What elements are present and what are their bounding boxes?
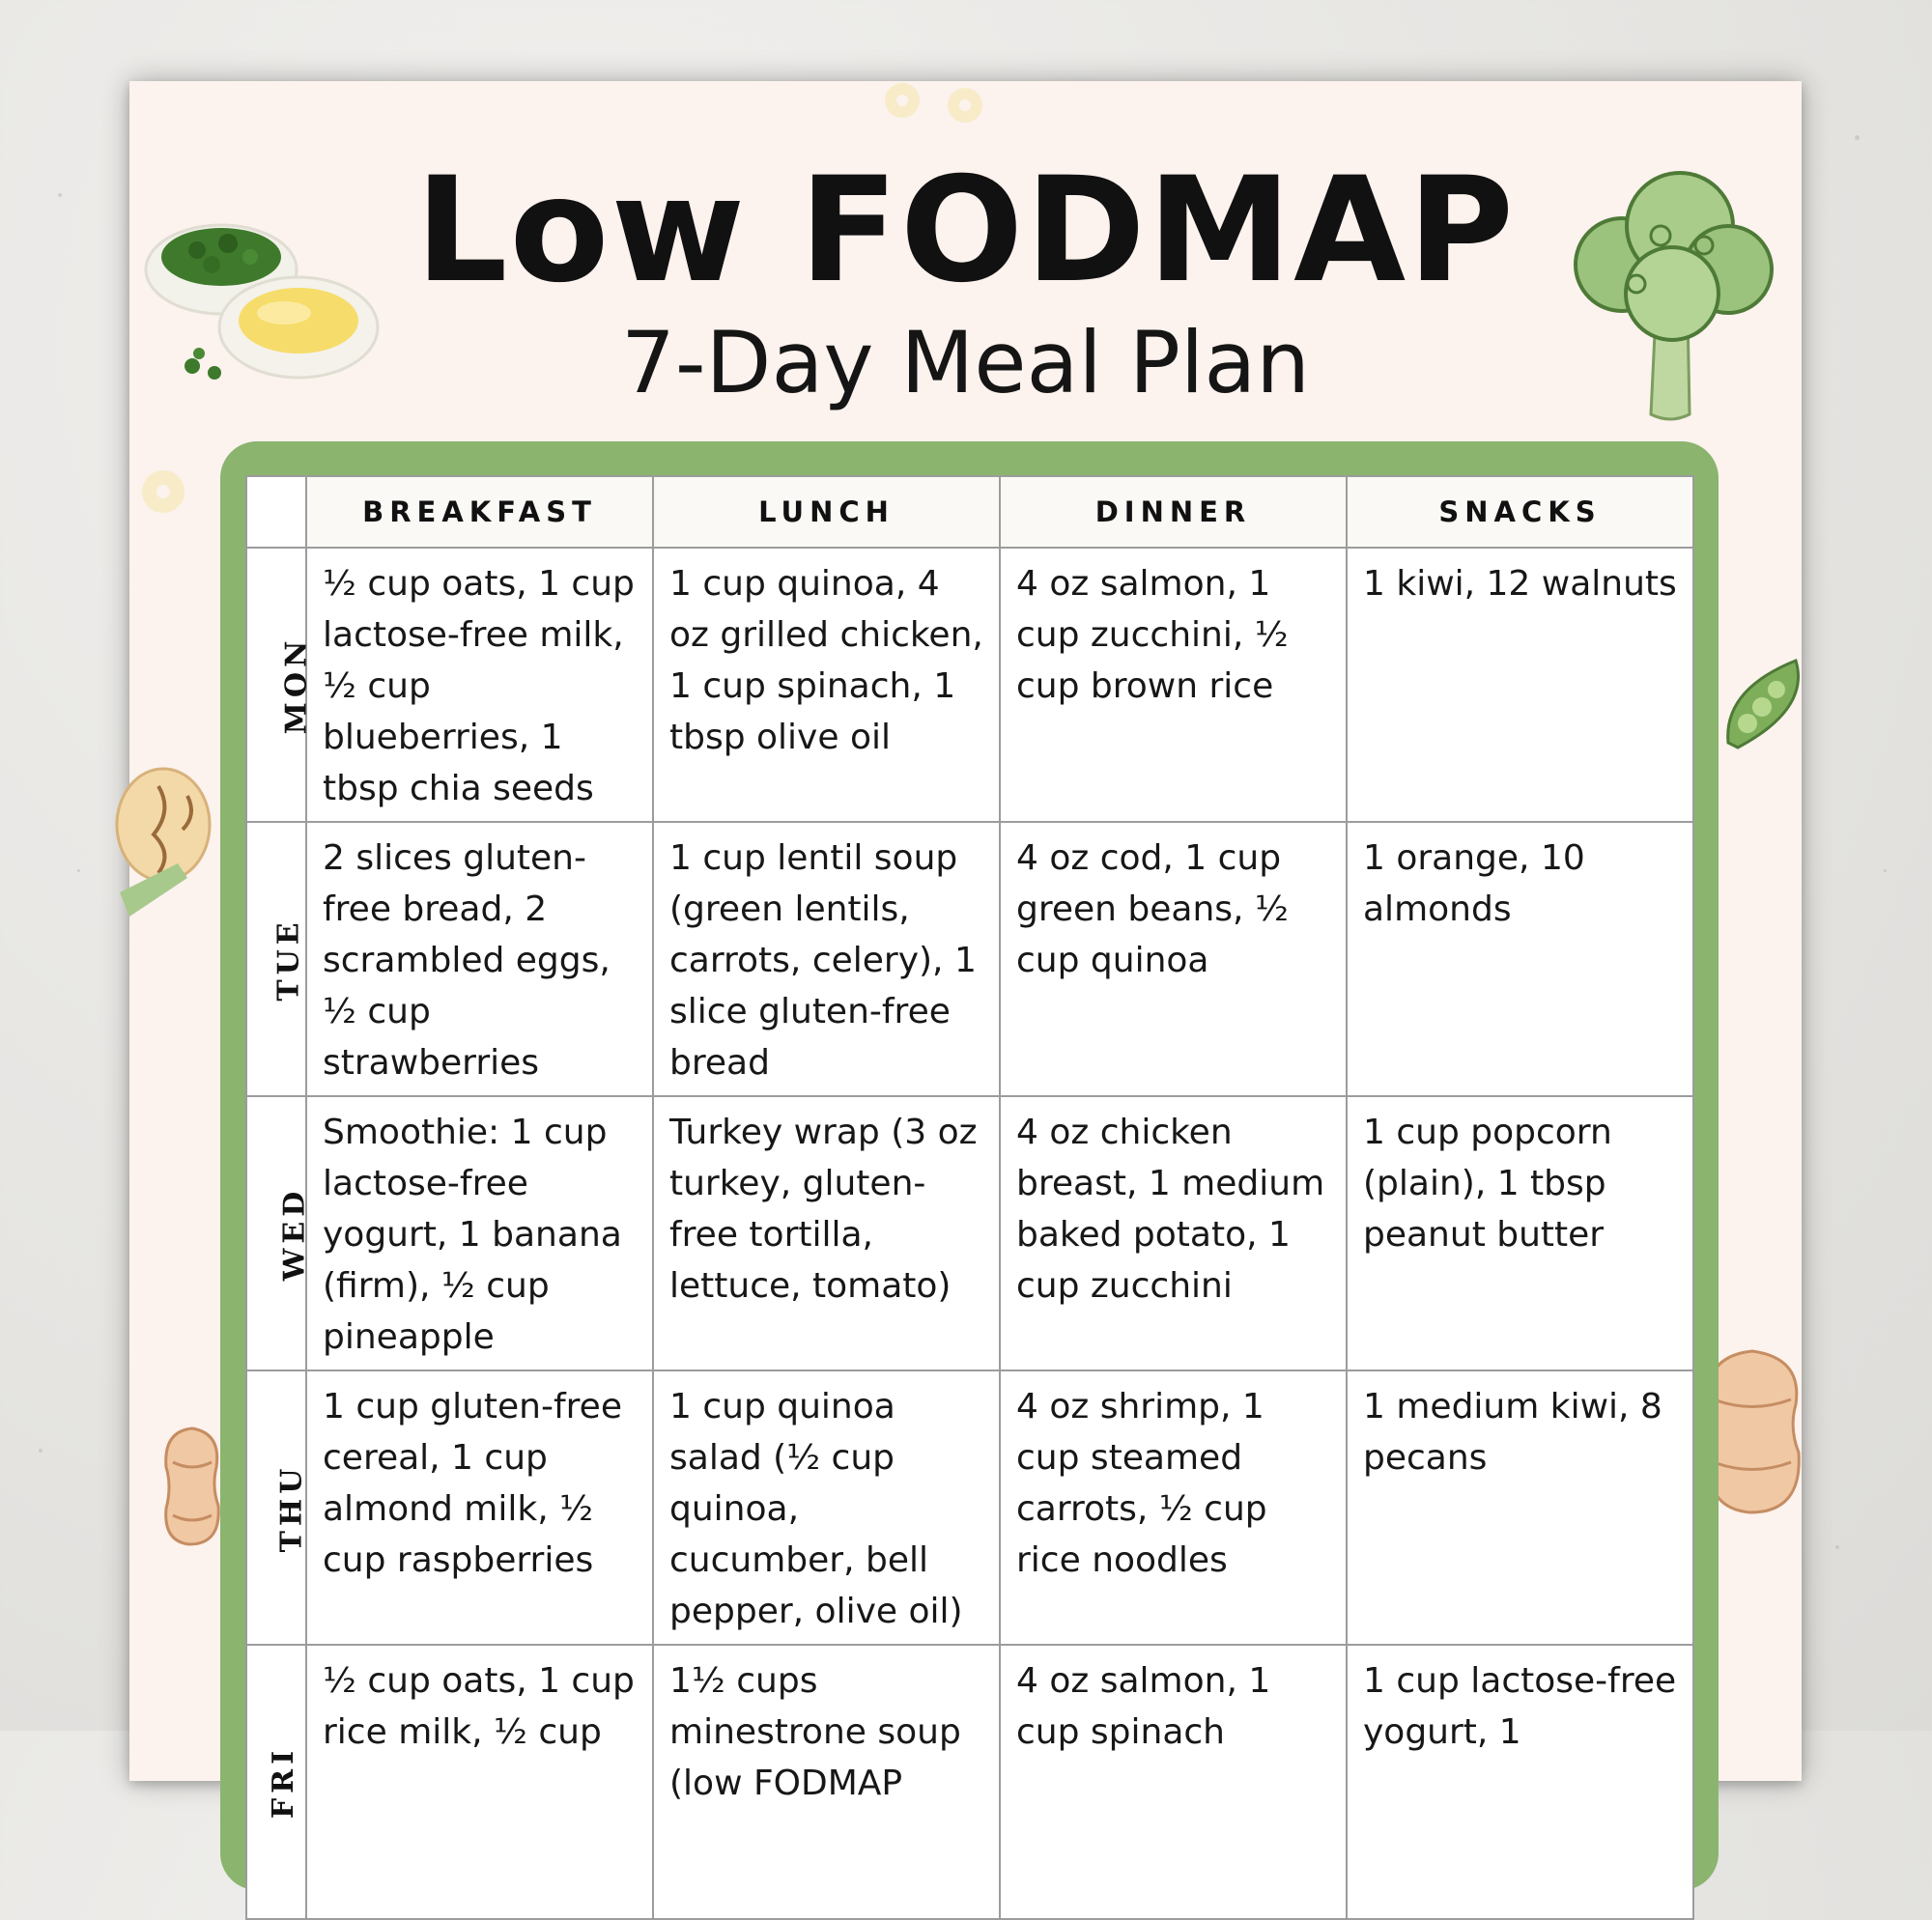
page-title: Low FODMAP (414, 147, 1517, 315)
day-label: FRI (267, 1745, 301, 1819)
flower-icon (868, 81, 1004, 139)
herb-and-oil-bowls-icon (139, 149, 400, 400)
day-cell-mon (246, 548, 314, 822)
day-cell-tue (246, 822, 306, 1096)
day-label: WED (277, 1186, 312, 1281)
day-cell-wed (246, 1096, 312, 1370)
dinner-cell: 4 oz cod, 1 cup green beans, ½ cup quinoa (1000, 822, 1347, 1096)
dinner-cell: 4 oz chicken breast, 1 medium baked potato, 1 cup zucchini (1000, 1096, 1347, 1370)
lunch-cell: 1 cup quinoa salad (½ cup quinoa, cucumber, bell pepper, olive oil) (653, 1370, 1000, 1645)
lunch-cell: 1 cup lentil soup (green lentils, carrots, celery), 1 slice gluten-free bread (653, 822, 1000, 1096)
column-header-dinner: DINNER (1000, 476, 1347, 548)
column-header-breakfast: BREAKFAST (306, 476, 653, 548)
breakfast-cell: ½ cup oats, 1 cup lactose-free milk, ½ cup blueberries, 1 tbsp chia seeds (306, 548, 653, 822)
corner-cell (246, 476, 306, 548)
lunch-cell: 1 cup quinoa, 4 oz grilled chicken, 1 cup spinach, 1 tbsp olive oil (653, 548, 1000, 822)
day-cell-fri (246, 1645, 306, 1919)
table-row (246, 1645, 1693, 1919)
column-header-lunch: LUNCH (653, 476, 1000, 548)
table-header-row (246, 476, 1693, 548)
walnut-icon (120, 757, 226, 921)
snacks-cell: 1 cup lactose-free yogurt, 1 (1347, 1645, 1693, 1919)
broccoli-icon (1564, 149, 1786, 438)
breakfast-cell: Smoothie: 1 cup lactose-free yogurt, 1 banana (firm), ½ cup pineapple (306, 1096, 653, 1370)
table-row (246, 548, 1693, 822)
breakfast-cell: 2 slices gluten-free bread, 2 scrambled eggs, ½ cup strawberries (306, 822, 653, 1096)
lunch-cell: Turkey wrap (3 oz turkey, gluten-free tortilla, lettuce, tomato) (653, 1096, 1000, 1370)
page-subtitle: 7-Day Meal Plan (620, 313, 1311, 412)
column-header-snacks: SNACKS (1347, 476, 1693, 548)
flower-icon (129, 458, 197, 525)
meal-plan-sheet (129, 81, 1802, 1819)
dinner-cell: 4 oz salmon, 1 cup zucchini, ½ cup brown rice (1000, 548, 1347, 822)
day-label: MON (279, 635, 314, 734)
day-label: TUE (271, 917, 306, 1002)
snacks-cell: 1 orange, 10 almonds (1347, 822, 1693, 1096)
pea-pod-icon (1719, 651, 1805, 757)
snacks-cell: 1 cup popcorn (plain), 1 tbsp peanut butter (1347, 1096, 1693, 1370)
table-row (246, 1096, 1693, 1370)
snacks-cell: 1 medium kiwi, 8 pecans (1347, 1370, 1693, 1645)
day-cell-thu (246, 1370, 309, 1645)
day-label: THU (274, 1463, 309, 1552)
peanut-icon (158, 1424, 226, 1549)
breakfast-cell: 1 cup gluten-free cereal, 1 cup almond milk, ½ cup raspberries (306, 1370, 653, 1645)
lunch-cell: 1½ cups minestrone soup (low FODMAP (653, 1645, 1000, 1919)
snacks-cell: 1 kiwi, 12 walnuts (1347, 548, 1693, 822)
table-row (246, 822, 1693, 1096)
meal-plan-table (245, 475, 1694, 1920)
breakfast-cell: ½ cup oats, 1 cup rice milk, ½ cup (306, 1645, 653, 1919)
dinner-cell: 4 oz shrimp, 1 cup steamed carrots, ½ cup rice noodles (1000, 1370, 1347, 1645)
table-row (246, 1370, 1693, 1645)
dinner-cell: 4 oz salmon, 1 cup spinach (1000, 1645, 1347, 1919)
